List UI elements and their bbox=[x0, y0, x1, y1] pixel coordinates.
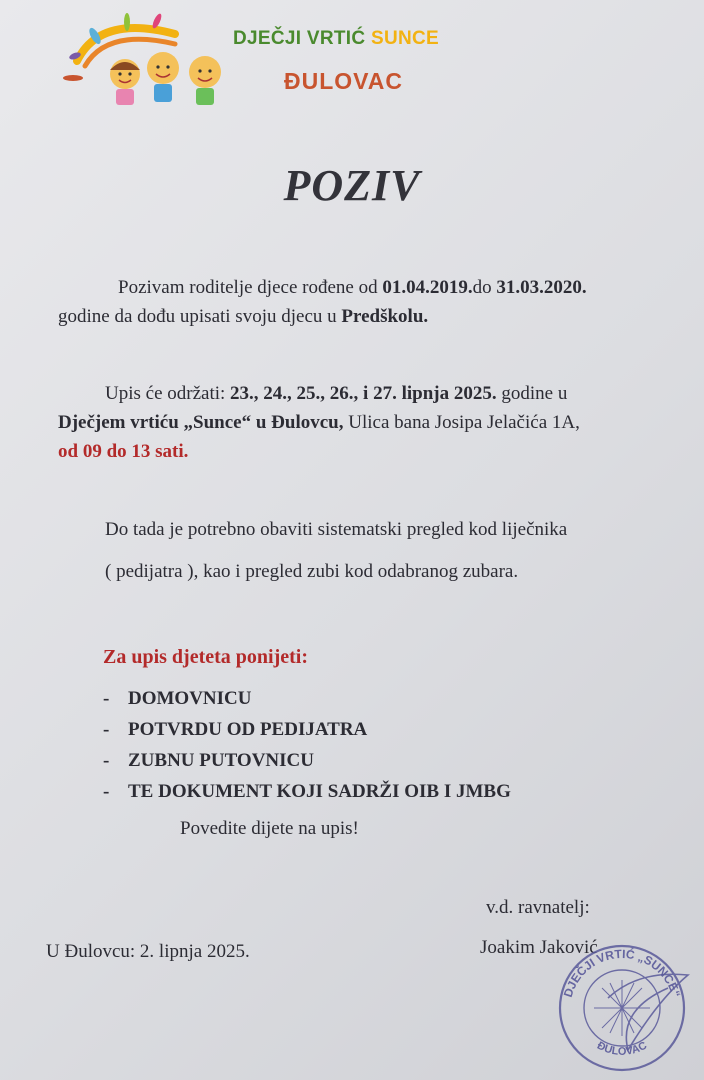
place-and-date: U Đulovcu: 2. lipnja 2025. bbox=[46, 941, 250, 962]
signatory-role: v.d. ravnatelj: bbox=[486, 897, 590, 918]
para2-text-2: godine u bbox=[496, 383, 568, 404]
enrollment-address: Ulica bana Josipa Jelačića 1A, bbox=[343, 412, 580, 433]
stamp-top-text: DJEČJI VRTIĆ „SUNCE“ bbox=[560, 946, 684, 999]
logo-title-brand: SUNCE bbox=[371, 28, 440, 49]
stamp-bottom-text: ĐULOVAC bbox=[595, 1039, 649, 1058]
closing-text: Povedite dijete na upis! bbox=[180, 818, 359, 839]
paragraph-1-line-1 bbox=[118, 276, 587, 300]
signatory-name: Joakim Jaković bbox=[480, 937, 598, 958]
kindergarten-logo bbox=[55, 6, 440, 121]
list-item-text: DOMOVNICU bbox=[128, 688, 252, 709]
enrollment-place: Dječjem vrtiću „Sunce“ u Đulovcu, bbox=[58, 412, 344, 433]
svg-text:ĐULOVAC bbox=[595, 1040, 649, 1058]
document-title: POZIV bbox=[283, 161, 421, 210]
para1-text-3: godine da dođu upisati svoju djecu u bbox=[58, 306, 342, 327]
logo-subtitle: ĐULOVAC bbox=[284, 68, 404, 94]
birth-date-to: 31.03.2020. bbox=[496, 277, 587, 298]
official-stamp-icon bbox=[548, 940, 698, 1075]
paragraph-1-line-2 bbox=[58, 305, 428, 329]
requirements-list bbox=[103, 683, 511, 807]
logo-title bbox=[233, 28, 439, 50]
para2-text-1: Upis će održati: bbox=[105, 383, 231, 404]
para1-text-2: do bbox=[472, 277, 497, 298]
list-item-text: TE DOKUMENT KOJI SADRŽI OIB I JMBG bbox=[128, 781, 511, 802]
list-item: - TE DOKUMENT KOJI SADRŽI OIB I JMBG bbox=[103, 781, 511, 802]
enrollment-hours: od 09 do 13 sati. bbox=[58, 441, 189, 462]
enrollment-dates: 23., 24., 25., 26., i 27. lipnja 2025. bbox=[230, 383, 497, 404]
paragraph-2-line-2 bbox=[58, 411, 580, 435]
list-item: - ZUBNU PUTOVNICU bbox=[103, 750, 314, 771]
logo-title-prefix: DJEČJI VRTIĆ bbox=[233, 28, 366, 49]
list-item-text: POTVRDU OD PEDIJATRA bbox=[128, 719, 368, 740]
logo-sun-children-icon bbox=[55, 6, 230, 121]
requirements-heading: Za upis djeteta ponijeti: bbox=[103, 646, 308, 668]
birth-date-from: 01.04.2019. bbox=[382, 277, 473, 298]
list-item-text: ZUBNU PUTOVNICU bbox=[128, 750, 314, 771]
list-item: - DOMOVNICU bbox=[103, 688, 252, 709]
paragraph-3-line-2: ( pedijatra ), kao i pregled zubi kod odabranog zubara. bbox=[105, 561, 519, 582]
list-item: - POTVRDU OD PEDIJATRA bbox=[103, 719, 368, 740]
program-name: Predškolu. bbox=[341, 306, 429, 327]
para1-text-1: Pozivam roditelje djece rođene od bbox=[118, 277, 383, 298]
paragraph-3-line-1: Do tada je potrebno obaviti sistematski pregled kod liječnika bbox=[105, 519, 568, 540]
paragraph-2-line-1 bbox=[105, 382, 567, 406]
